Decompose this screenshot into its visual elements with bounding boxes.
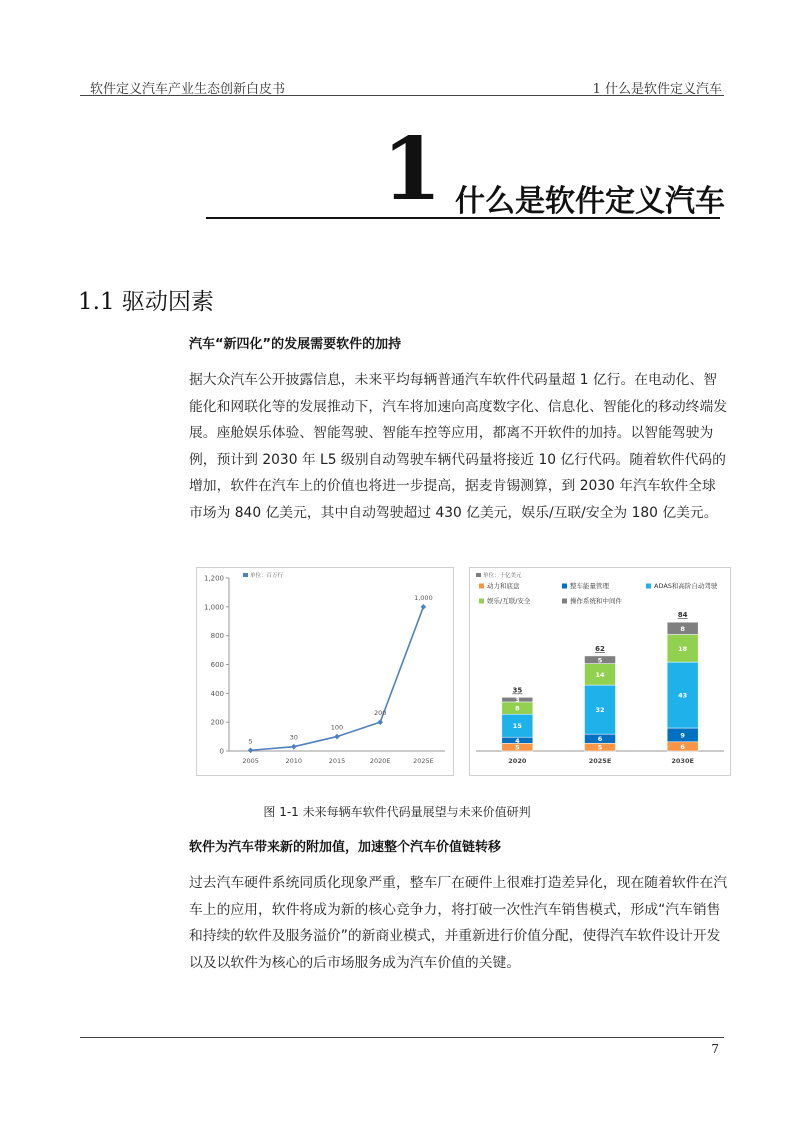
- segment-label: 15: [512, 722, 522, 731]
- x-tick-label: 2025E: [588, 757, 612, 765]
- segment-label: 5: [597, 743, 603, 752]
- segment-label: 32: [595, 706, 605, 715]
- subheading-new-four: 汽车“新四化”的发展需要软件的加持: [189, 337, 402, 352]
- data-point: [334, 734, 340, 740]
- y-tick-label: 1,200: [203, 574, 224, 583]
- segment-label: 8: [680, 624, 685, 633]
- legend-swatch: [562, 584, 567, 589]
- data-label: 30: [289, 733, 298, 742]
- segment-label: 5: [515, 743, 520, 752]
- chapter-title: 什么是软件定义汽车: [455, 184, 725, 219]
- running-header-left: 软件定义汽车产业生态创新白皮书: [90, 82, 286, 97]
- y-tick-label: 800: [210, 632, 224, 641]
- y-tick-label: 400: [210, 689, 224, 698]
- segment-label: 5: [597, 656, 603, 665]
- segment-label: 43: [678, 691, 688, 700]
- unit-swatch: [476, 573, 481, 577]
- legend-label: 动力和底盘: [487, 582, 520, 590]
- data-label: 5: [248, 737, 253, 746]
- data-point: [248, 747, 254, 753]
- x-tick-label: 2020E: [369, 757, 391, 765]
- legend-swatch: [562, 599, 567, 604]
- segment-label: 6: [680, 742, 685, 751]
- legend-swatch: [646, 584, 651, 589]
- legend-swatch: [479, 584, 484, 589]
- segment-label: 3: [515, 696, 520, 705]
- section-title: 1.1 驱动因素: [78, 289, 214, 315]
- figure-caption: 图 1-1 未来每辆车软件代码量展望与未来价值研判: [263, 805, 531, 819]
- y-tick-label: 0: [219, 747, 224, 756]
- chapter-rule: [206, 217, 720, 219]
- data-point: [291, 744, 297, 750]
- chapter-number: 1: [382, 119, 442, 220]
- page-number: 7: [711, 1042, 719, 1056]
- line-chart-panel: [196, 567, 454, 776]
- segment-label: 18: [678, 644, 688, 653]
- segment-label: 6: [597, 735, 603, 744]
- legend-swatch: [243, 573, 248, 577]
- data-label: 200: [373, 709, 387, 718]
- segment-label: 4: [515, 736, 520, 745]
- bar-chart-panel: [469, 567, 731, 776]
- legend-label: 单位：百万行: [250, 573, 284, 579]
- y-tick-label: 1,000: [203, 603, 224, 612]
- y-tick-label: 200: [210, 718, 224, 727]
- x-tick-label: 2025E: [413, 757, 434, 765]
- x-tick-label: 2030E: [671, 757, 694, 765]
- stacked-bar-chart: [470, 568, 730, 775]
- legend-label: ADAS和高阶自动驾驶: [654, 582, 718, 590]
- x-tick-label: 2020: [508, 757, 527, 765]
- legend-label: 整车能量管理: [570, 582, 609, 590]
- data-label: 100: [330, 723, 344, 732]
- data-point: [377, 719, 383, 725]
- data-point: [421, 604, 427, 610]
- segment-label: 9: [680, 731, 685, 740]
- y-tick-label: 600: [210, 661, 224, 669]
- segment-label: 8: [515, 704, 520, 713]
- legend-label: 操作系统和中间件: [570, 597, 622, 605]
- data-label: 1,000: [414, 593, 433, 602]
- total-label: 35: [512, 686, 523, 695]
- total-label: 62: [595, 644, 605, 653]
- x-tick-label: 2005: [242, 757, 259, 765]
- total-label: 84: [677, 611, 688, 620]
- subheading-value-chain: 软件为汽车带来新的附加值，加速整个汽车价值链转移: [189, 840, 502, 855]
- unit-label: 单位：十亿美元: [483, 573, 522, 579]
- segment-label: 14: [595, 670, 605, 679]
- footer-rule: [80, 1037, 724, 1038]
- legend-label: 娱乐/互联/安全: [487, 597, 531, 605]
- line-chart: [197, 568, 453, 775]
- paragraph-2: 过去汽车硬件系统同质化现象严重，整车厂在硬件上很难打造差异化，现在随着软件在汽车上的应用，软件将成为新的核心竞争力，将打破一次性汽车销售模式，形成“汽车销售和持续的软件及服务溢价”的新商业模式，并重新进行价值分配，使得汽车软件设计开发以及以软件为核心的后市场服务成为汽车价值的关键。: [189, 875, 728, 971]
- running-header-right: 1 什么是软件定义汽车: [592, 82, 722, 97]
- x-tick-label: 2015: [328, 757, 346, 765]
- x-tick-label: 2010: [285, 757, 303, 765]
- paragraph-1: 据大众汽车公开披露信息，未来平均每辆普通汽车软件代码量超 1 亿行。在电动化、智能化和网联化等的发展推动下，汽车将加速向高度数字化、信息化、智能化的移动终端发展。座舱娱乐体验、智能驾驶、智能车控等应用，都离不开软件的加持。以智能驾驶为例，预计到 2030 年 L5 级别自动驾驶车辆代码量将接近 10 亿行代码。随着软件代码的增加，软件在汽车上的价值也将进一步提高，据麦肯锡测算，到 2030 年汽车软件全球市场为 840 亿美元，其中自动驾驶超过 430 亿美元，娱乐/互联/安全为 180 亿美元。: [189, 372, 728, 521]
- header-rule: [80, 95, 724, 96]
- legend-swatch: [479, 599, 484, 604]
